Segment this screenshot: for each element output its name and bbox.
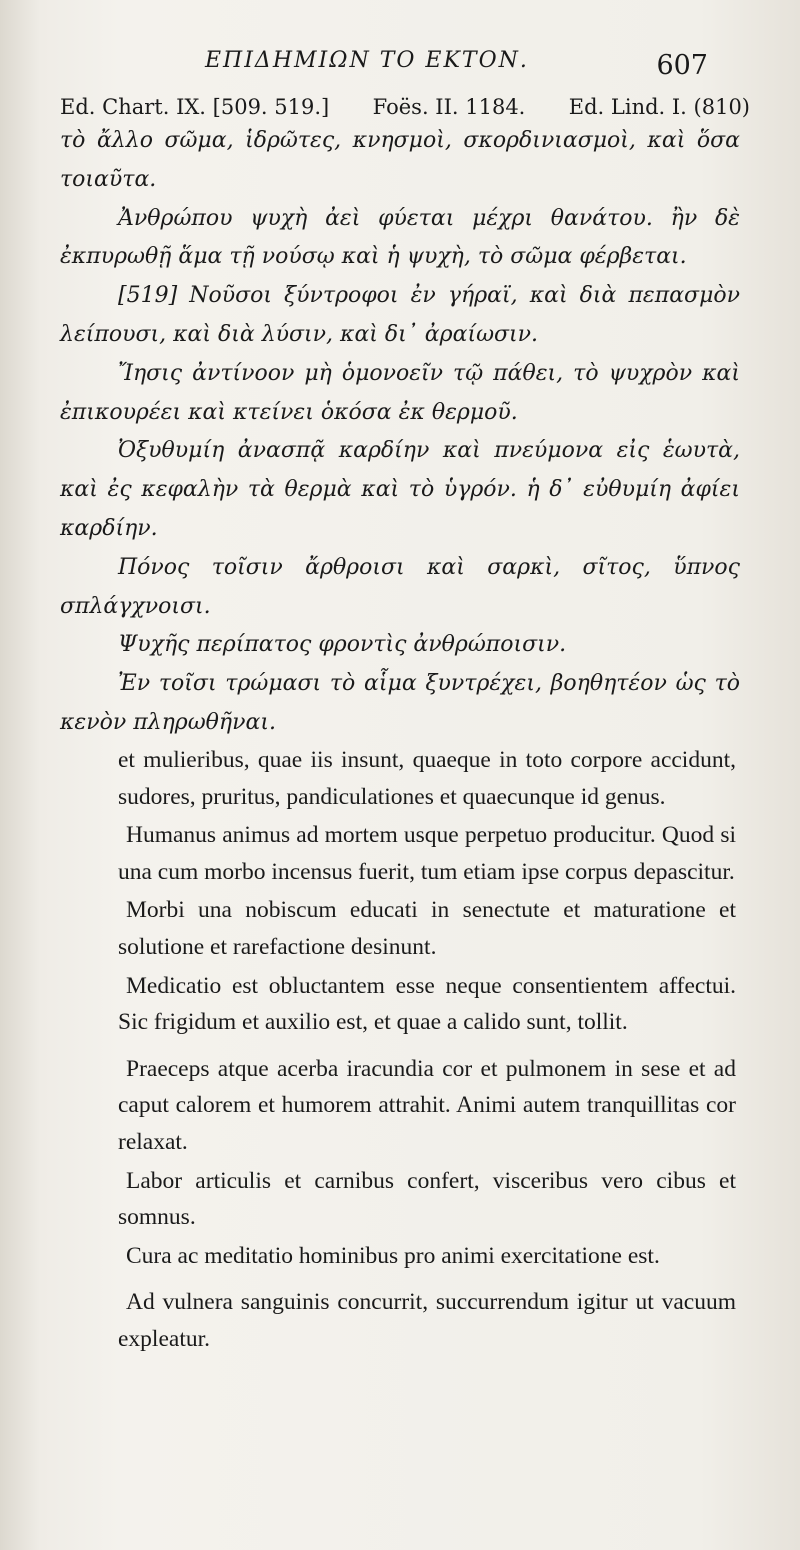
- latin-paragraph: Humanus animus ad mortem usque perpetuo producitur. Quod si una cum morbo incensus fuerit, tum etiam ipse corpus depascitur.: [118, 822, 736, 885]
- latin-text: [118, 742, 736, 1360]
- greek-paragraph: Ἴησις ἀντίνοον μὴ ὁμονοεῖν τῷ πάθει, τὸ ψυχρὸν καὶ ἐπικουρέει καὶ κτείνει ὁκόσα ἐκ θερμοῦ.: [60, 360, 740, 425]
- greek-paragraph: Ἐν τοῖσι τρώμασι τὸ αἷμα ξυντρέχει, βοηθητέον ὡς τὸ κενὸν πληρωθῆναι.: [60, 671, 740, 735]
- greek-paragraph: τὸ ἄλλο σῶμα, ἱδρῶτες, κνησμοὶ, σκορδινιασμοὶ, καὶ ὅσα τοιαῦτα.: [60, 128, 740, 192]
- edition-lind-ref: Ed. Lind. I. (810): [568, 95, 750, 119]
- edition-reference-line: [60, 95, 750, 119]
- latin-paragraph: Ad vulnera sanguinis concurrit, succurrendum igitur ut vacuum expleatur.: [118, 1289, 736, 1352]
- latin-paragraph: Cura ac meditatio hominibus pro animi exercitatione est.: [126, 1242, 660, 1269]
- greek-paragraph: Ψυχῆς περίπατος φροντὶς ἀνθρώποισιν.: [118, 632, 567, 658]
- greek-paragraph: Ἀνθρώπου ψυχὴ ἀεὶ φύεται μέχρι θανάτου. ἢν δὲ ἐκπυρωθῇ ἅμα τῇ νούσῳ καὶ ἡ ψυχὴ, τὸ σῶμα φέρβεται.: [60, 205, 740, 270]
- latin-paragraph: Morbi una nobiscum educati in senectute et maturatione et solutione et rarefactione desinunt.: [118, 897, 736, 960]
- latin-paragraph: Labor articulis et carnibus confert, visceribus vero cibus et somnus.: [118, 1167, 736, 1231]
- latin-paragraph: et mulieribus, quae iis insunt, quaeque in toto corpore accidunt, sudores, pruritus, pandiculationes et quaecunque id genus.: [118, 747, 736, 810]
- page-number: 607: [656, 50, 708, 81]
- edition-chart-ref: Ed. Chart. IX. [509. 519.]: [60, 95, 330, 119]
- latin-paragraph: Medicatio est obluctantem esse neque consentientem affectui. Sic frigidum et auxilio est, et quae a calido sunt, tollit.: [118, 972, 736, 1036]
- greek-paragraph: Πόνος τοῖσιν ἄρθροισι καὶ σαρκὶ, σῖτος, ὕπνος σπλάγχνοισι.: [60, 554, 740, 619]
- greek-text: [60, 122, 740, 743]
- edition-foes-ref: Foës. II. 1184.: [372, 95, 526, 119]
- greek-paragraph: [519] Νοῦσοι ξύντροφοι ἐν γήραϊ, καὶ διὰ πεπασμὸν λείπουσι, καὶ διὰ λύσιν, καὶ δι᾽ ἀραίωσιν.: [60, 283, 740, 347]
- running-title: ΕΠΙΔΗΜΙΩΝ ΤΟ ΕΚΤΟΝ.: [205, 48, 529, 73]
- greek-paragraph: Ὀξυθυμίη ἀνασπᾷ καρδίην καὶ πνεύμονα εἰς ἑωυτὰ, καὶ ἐς κεφαλὴν τὰ θερμὰ καὶ τὸ ὑγρόν. ἡ δ᾽ εὐθυμίη ἀφίει καρδίην.: [60, 438, 740, 541]
- latin-paragraph: Praeceps atque acerba iracundia cor et pulmonem in sese et ad caput calorem et humorem attrahit. Animi autem tranquillitas cor relaxat.: [118, 1055, 736, 1155]
